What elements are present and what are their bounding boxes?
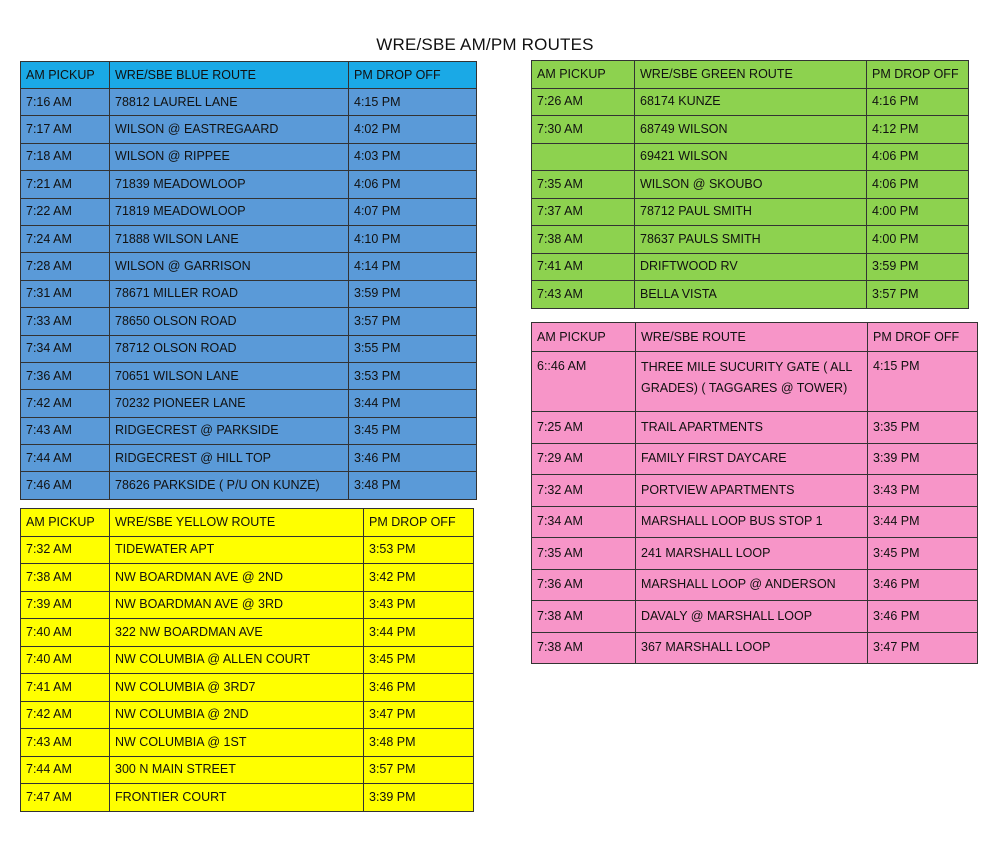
cell-am-pickup: 7:47 AM	[21, 784, 110, 812]
cell-stop: WILSON @ GARRISON	[110, 253, 349, 280]
cell-am-pickup: 7:22 AM	[21, 198, 110, 225]
table-row	[21, 253, 477, 280]
cell-am-pickup: 7:43 AM	[532, 281, 635, 309]
cell-stop: NW COLUMBIA @ 1ST	[110, 729, 364, 757]
cell-stop: NW COLUMBIA @ ALLEN COURT	[110, 646, 364, 674]
table-row	[21, 564, 474, 592]
cell-stop: RIDGECREST @ HILL TOP	[110, 445, 349, 472]
table-row	[21, 472, 477, 499]
cell-am-pickup: 7:44 AM	[21, 756, 110, 784]
cell-stop: 70651 WILSON LANE	[110, 362, 349, 389]
column-header-pm-drop-off: PM DROP OFF	[867, 61, 969, 89]
cell-stop: 78626 PARKSIDE ( P/U ON KUNZE)	[110, 472, 349, 499]
table-row	[21, 417, 477, 444]
column-header-am-pickup: AM PICKUP	[532, 61, 635, 89]
cell-pm-drop-off: 3:47 PM	[364, 701, 474, 729]
pink-route-table	[531, 322, 978, 664]
cell-am-pickup: 7:34 AM	[21, 335, 110, 362]
cell-am-pickup	[532, 143, 635, 171]
cell-pm-drop-off: 3:57 PM	[364, 756, 474, 784]
cell-pm-drop-off: 4:07 PM	[349, 198, 477, 225]
table-row	[21, 280, 477, 307]
cell-am-pickup: 7:35 AM	[532, 171, 635, 199]
cell-am-pickup: 7:42 AM	[21, 390, 110, 417]
cell-am-pickup: 7:28 AM	[21, 253, 110, 280]
cell-stop: 322 NW BOARDMAN AVE	[110, 619, 364, 647]
cell-am-pickup: 7:24 AM	[21, 225, 110, 252]
cell-am-pickup: 7:40 AM	[21, 619, 110, 647]
table-row	[21, 335, 477, 362]
table-row	[532, 475, 978, 507]
cell-stop: BELLA VISTA	[635, 281, 867, 309]
column-header-pm-drop-off: PM DROF OFF	[868, 323, 978, 352]
cell-pm-drop-off: 4:00 PM	[867, 226, 969, 254]
cell-am-pickup: 7:21 AM	[21, 171, 110, 198]
cell-am-pickup: 7:18 AM	[21, 143, 110, 170]
table-row	[21, 674, 474, 702]
cell-stop: 78712 OLSON ROAD	[110, 335, 349, 362]
table-row	[21, 445, 477, 472]
table-row	[21, 116, 477, 143]
cell-pm-drop-off: 3:45 PM	[364, 646, 474, 674]
table-header-row	[532, 61, 969, 89]
cell-pm-drop-off: 3:46 PM	[868, 569, 978, 601]
cell-stop: 78650 OLSON ROAD	[110, 308, 349, 335]
table-row	[21, 646, 474, 674]
cell-stop: DRIFTWOOD RV	[635, 253, 867, 281]
yellow-route-table	[20, 508, 474, 812]
cell-pm-drop-off: 4:10 PM	[349, 225, 477, 252]
table-row	[532, 198, 969, 226]
cell-pm-drop-off: 3:43 PM	[868, 475, 978, 507]
table-row	[21, 591, 474, 619]
table-row	[532, 226, 969, 254]
cell-stop: RIDGECREST @ PARKSIDE	[110, 417, 349, 444]
table-row	[532, 601, 978, 633]
column-header-am-pickup: AM PICKUP	[21, 509, 110, 537]
cell-am-pickup: 7:38 AM	[532, 601, 636, 633]
cell-am-pickup: 7:46 AM	[21, 472, 110, 499]
table-row	[532, 352, 978, 412]
cell-pm-drop-off: 3:44 PM	[364, 619, 474, 647]
cell-am-pickup: 7:37 AM	[532, 198, 635, 226]
table-header-row	[21, 509, 474, 537]
table-row	[532, 506, 978, 538]
blue-route-table	[20, 61, 477, 500]
cell-pm-drop-off: 4:02 PM	[349, 116, 477, 143]
cell-am-pickup: 7:32 AM	[21, 536, 110, 564]
page-title: WRE/SBE AM/PM ROUTES	[376, 35, 594, 54]
cell-pm-drop-off: 4:06 PM	[349, 171, 477, 198]
column-header-pm-drop-off: PM DROP OFF	[364, 509, 474, 537]
cell-pm-drop-off: 4:12 PM	[867, 116, 969, 144]
table-row	[532, 412, 978, 444]
cell-pm-drop-off: 3:46 PM	[349, 445, 477, 472]
cell-stop: WILSON @ EASTREGAARD	[110, 116, 349, 143]
table-header-row	[21, 62, 477, 89]
cell-am-pickup: 7:40 AM	[21, 646, 110, 674]
cell-stop: 367 MARSHALL LOOP	[636, 632, 868, 664]
table-row	[532, 538, 978, 570]
cell-pm-drop-off: 3:46 PM	[868, 601, 978, 633]
cell-am-pickup: 7:38 AM	[532, 632, 636, 664]
cell-stop: MARSHALL LOOP @ ANDERSON	[636, 569, 868, 601]
cell-pm-drop-off: 3:59 PM	[867, 253, 969, 281]
cell-pm-drop-off: 4:00 PM	[867, 198, 969, 226]
cell-am-pickup: 7:25 AM	[532, 412, 636, 444]
cell-am-pickup: 7:26 AM	[532, 88, 635, 116]
cell-pm-drop-off: 4:14 PM	[349, 253, 477, 280]
table-row	[21, 390, 477, 417]
cell-am-pickup: 6::46 AM	[532, 352, 636, 412]
table-row	[21, 756, 474, 784]
table-row	[21, 362, 477, 389]
cell-stop: DAVALY @ MARSHALL LOOP	[636, 601, 868, 633]
cell-stop: WILSON @ SKOUBO	[635, 171, 867, 199]
cell-pm-drop-off: 3:45 PM	[349, 417, 477, 444]
cell-pm-drop-off: 4:03 PM	[349, 143, 477, 170]
column-header-am-pickup: AM PICKUP	[532, 323, 636, 352]
cell-pm-drop-off: 3:44 PM	[868, 506, 978, 538]
table-row	[532, 143, 969, 171]
cell-stop: NW BOARDMAN AVE @ 2ND	[110, 564, 364, 592]
cell-am-pickup: 7:36 AM	[21, 362, 110, 389]
cell-pm-drop-off: 4:06 PM	[867, 171, 969, 199]
cell-stop: 71819 MEADOWLOOP	[110, 198, 349, 225]
cell-am-pickup: 7:30 AM	[532, 116, 635, 144]
table-row	[532, 116, 969, 144]
table-row	[21, 784, 474, 812]
cell-pm-drop-off: 3:47 PM	[868, 632, 978, 664]
cell-pm-drop-off: 3:39 PM	[868, 443, 978, 475]
column-header-stop: WRE/SBE ROUTE	[636, 323, 868, 352]
table-row	[532, 281, 969, 309]
column-header-am-pickup: AM PICKUP	[21, 62, 110, 89]
cell-pm-drop-off: 3:53 PM	[364, 536, 474, 564]
cell-pm-drop-off: 3:39 PM	[364, 784, 474, 812]
cell-pm-drop-off: 3:43 PM	[364, 591, 474, 619]
table-row	[532, 632, 978, 664]
cell-stop: 69421 WILSON	[635, 143, 867, 171]
cell-stop: 300 N MAIN STREET	[110, 756, 364, 784]
cell-am-pickup: 7:36 AM	[532, 569, 636, 601]
cell-pm-drop-off: 3:48 PM	[349, 472, 477, 499]
cell-stop: FRONTIER COURT	[110, 784, 364, 812]
table-row	[532, 443, 978, 475]
cell-stop: FAMILY FIRST DAYCARE	[636, 443, 868, 475]
cell-stop: 241 MARSHALL LOOP	[636, 538, 868, 570]
column-header-stop: WRE/SBE GREEN ROUTE	[635, 61, 867, 89]
cell-am-pickup: 7:29 AM	[532, 443, 636, 475]
table-row	[21, 536, 474, 564]
column-header-stop: WRE/SBE BLUE ROUTE	[110, 62, 349, 89]
cell-stop: 78637 PAULS SMITH	[635, 226, 867, 254]
cell-am-pickup: 7:31 AM	[21, 280, 110, 307]
table-row	[21, 198, 477, 225]
cell-am-pickup: 7:43 AM	[21, 417, 110, 444]
cell-pm-drop-off: 3:44 PM	[349, 390, 477, 417]
cell-am-pickup: 7:44 AM	[21, 445, 110, 472]
cell-am-pickup: 7:32 AM	[532, 475, 636, 507]
cell-stop: 78812 LAUREL LANE	[110, 89, 349, 116]
table-row	[21, 729, 474, 757]
cell-stop: 68749 WILSON	[635, 116, 867, 144]
cell-am-pickup: 7:43 AM	[21, 729, 110, 757]
cell-am-pickup: 7:35 AM	[532, 538, 636, 570]
cell-pm-drop-off: 3:35 PM	[868, 412, 978, 444]
cell-stop: TRAIL APARTMENTS	[636, 412, 868, 444]
table-row	[21, 619, 474, 647]
cell-pm-drop-off: 3:59 PM	[349, 280, 477, 307]
cell-pm-drop-off: 3:53 PM	[349, 362, 477, 389]
table-row	[532, 88, 969, 116]
cell-stop: 78712 PAUL SMITH	[635, 198, 867, 226]
table-row	[532, 253, 969, 281]
cell-am-pickup: 7:41 AM	[532, 253, 635, 281]
cell-am-pickup: 7:38 AM	[532, 226, 635, 254]
cell-pm-drop-off: 3:57 PM	[867, 281, 969, 309]
cell-pm-drop-off: 4:16 PM	[867, 88, 969, 116]
cell-pm-drop-off: 4:15 PM	[868, 352, 978, 412]
cell-pm-drop-off: 4:06 PM	[867, 143, 969, 171]
cell-pm-drop-off: 4:15 PM	[349, 89, 477, 116]
cell-pm-drop-off: 3:55 PM	[349, 335, 477, 362]
cell-am-pickup: 7:16 AM	[21, 89, 110, 116]
cell-pm-drop-off: 3:48 PM	[364, 729, 474, 757]
cell-pm-drop-off: 3:46 PM	[364, 674, 474, 702]
table-row	[532, 569, 978, 601]
cell-stop: PORTVIEW APARTMENTS	[636, 475, 868, 507]
cell-stop: 68174 KUNZE	[635, 88, 867, 116]
cell-stop: 78671 MILLER ROAD	[110, 280, 349, 307]
cell-pm-drop-off: 3:42 PM	[364, 564, 474, 592]
cell-stop: MARSHALL LOOP BUS STOP 1	[636, 506, 868, 538]
cell-stop: NW BOARDMAN AVE @ 3RD	[110, 591, 364, 619]
cell-pm-drop-off: 3:57 PM	[349, 308, 477, 335]
cell-stop: NW COLUMBIA @ 3RD7	[110, 674, 364, 702]
table-row	[21, 701, 474, 729]
table-row	[21, 171, 477, 198]
table-row	[21, 225, 477, 252]
cell-am-pickup: 7:38 AM	[21, 564, 110, 592]
cell-stop: 70232 PIONEER LANE	[110, 390, 349, 417]
cell-stop: NW COLUMBIA @ 2ND	[110, 701, 364, 729]
cell-am-pickup: 7:39 AM	[21, 591, 110, 619]
cell-am-pickup: 7:42 AM	[21, 701, 110, 729]
cell-stop: TIDEWATER APT	[110, 536, 364, 564]
cell-am-pickup: 7:34 AM	[532, 506, 636, 538]
cell-am-pickup: 7:17 AM	[21, 116, 110, 143]
cell-stop: 71888 WILSON LANE	[110, 225, 349, 252]
cell-stop: WILSON @ RIPPEE	[110, 143, 349, 170]
column-header-pm-drop-off: PM DROP OFF	[349, 62, 477, 89]
cell-am-pickup: 7:41 AM	[21, 674, 110, 702]
cell-stop: THREE MILE SUCURITY GATE ( ALL GRADES) ( TAGGARES @ TOWER)	[636, 352, 868, 412]
table-header-row	[532, 323, 978, 352]
cell-stop: 71839 MEADOWLOOP	[110, 171, 349, 198]
table-row	[21, 308, 477, 335]
green-route-table	[531, 60, 969, 309]
table-row	[21, 143, 477, 170]
cell-am-pickup: 7:33 AM	[21, 308, 110, 335]
cell-pm-drop-off: 3:45 PM	[868, 538, 978, 570]
column-header-stop: WRE/SBE YELLOW ROUTE	[110, 509, 364, 537]
table-row	[532, 171, 969, 199]
table-row	[21, 89, 477, 116]
